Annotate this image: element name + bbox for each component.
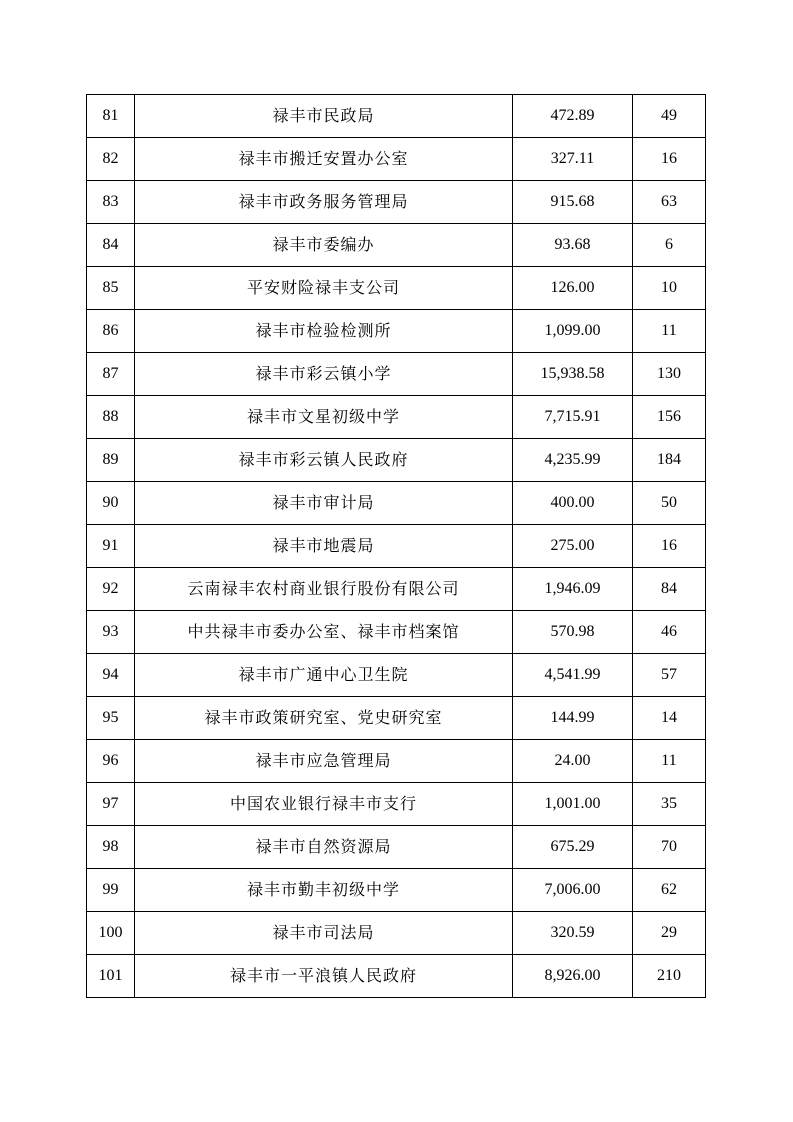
organization-name-cell: 禄丰市一平浪镇人民政府 bbox=[135, 955, 513, 998]
organization-name-cell: 禄丰市委编办 bbox=[135, 224, 513, 267]
organization-name-cell: 禄丰市搬迁安置办公室 bbox=[135, 138, 513, 181]
amount-cell: 15,938.58 bbox=[513, 353, 633, 396]
amount-cell: 8,926.00 bbox=[513, 955, 633, 998]
organization-name-cell: 禄丰市广通中心卫生院 bbox=[135, 654, 513, 697]
row-number-cell: 92 bbox=[87, 568, 135, 611]
count-cell: 11 bbox=[633, 740, 706, 783]
table-row bbox=[87, 912, 706, 955]
table-row bbox=[87, 181, 706, 224]
organization-name-cell: 中国农业银行禄丰市支行 bbox=[135, 783, 513, 826]
amount-cell: 915.68 bbox=[513, 181, 633, 224]
count-cell: 14 bbox=[633, 697, 706, 740]
table-row bbox=[87, 310, 706, 353]
table-row bbox=[87, 482, 706, 525]
amount-cell: 472.89 bbox=[513, 95, 633, 138]
amount-cell: 327.11 bbox=[513, 138, 633, 181]
amount-cell: 93.68 bbox=[513, 224, 633, 267]
count-cell: 46 bbox=[633, 611, 706, 654]
row-number-cell: 99 bbox=[87, 869, 135, 912]
amount-cell: 1,946.09 bbox=[513, 568, 633, 611]
count-cell: 35 bbox=[633, 783, 706, 826]
organization-name-cell: 禄丰市勤丰初级中学 bbox=[135, 869, 513, 912]
table-row bbox=[87, 396, 706, 439]
table-row bbox=[87, 654, 706, 697]
row-number-cell: 87 bbox=[87, 353, 135, 396]
count-cell: 63 bbox=[633, 181, 706, 224]
count-cell: 50 bbox=[633, 482, 706, 525]
amount-cell: 1,001.00 bbox=[513, 783, 633, 826]
organization-name-cell: 禄丰市政务服务管理局 bbox=[135, 181, 513, 224]
table-row bbox=[87, 224, 706, 267]
table-row bbox=[87, 439, 706, 482]
organization-name-cell: 中共禄丰市委办公室、禄丰市档案馆 bbox=[135, 611, 513, 654]
row-number-cell: 94 bbox=[87, 654, 135, 697]
amount-cell: 4,235.99 bbox=[513, 439, 633, 482]
table-row bbox=[87, 95, 706, 138]
count-cell: 130 bbox=[633, 353, 706, 396]
table-row bbox=[87, 267, 706, 310]
table-row bbox=[87, 525, 706, 568]
count-cell: 62 bbox=[633, 869, 706, 912]
organization-name-cell: 禄丰市政策研究室、党史研究室 bbox=[135, 697, 513, 740]
organization-name-cell: 禄丰市审计局 bbox=[135, 482, 513, 525]
row-number-cell: 90 bbox=[87, 482, 135, 525]
organization-name-cell: 禄丰市自然资源局 bbox=[135, 826, 513, 869]
amount-cell: 4,541.99 bbox=[513, 654, 633, 697]
organization-name-cell: 禄丰市司法局 bbox=[135, 912, 513, 955]
amount-cell: 7,006.00 bbox=[513, 869, 633, 912]
organization-name-cell: 禄丰市地震局 bbox=[135, 525, 513, 568]
row-number-cell: 100 bbox=[87, 912, 135, 955]
table-row bbox=[87, 353, 706, 396]
count-cell: 156 bbox=[633, 396, 706, 439]
count-cell: 210 bbox=[633, 955, 706, 998]
amount-cell: 144.99 bbox=[513, 697, 633, 740]
row-number-cell: 85 bbox=[87, 267, 135, 310]
row-number-cell: 97 bbox=[87, 783, 135, 826]
count-cell: 49 bbox=[633, 95, 706, 138]
row-number-cell: 88 bbox=[87, 396, 135, 439]
table-row bbox=[87, 611, 706, 654]
table-row bbox=[87, 826, 706, 869]
amount-cell: 1,099.00 bbox=[513, 310, 633, 353]
table-row bbox=[87, 740, 706, 783]
row-number-cell: 81 bbox=[87, 95, 135, 138]
table-row bbox=[87, 568, 706, 611]
organization-name-cell: 云南禄丰农村商业银行股份有限公司 bbox=[135, 568, 513, 611]
row-number-cell: 95 bbox=[87, 697, 135, 740]
organization-name-cell: 禄丰市彩云镇小学 bbox=[135, 353, 513, 396]
amount-cell: 320.59 bbox=[513, 912, 633, 955]
table-row bbox=[87, 955, 706, 998]
row-number-cell: 91 bbox=[87, 525, 135, 568]
data-table bbox=[86, 94, 706, 998]
organization-name-cell: 禄丰市民政局 bbox=[135, 95, 513, 138]
row-number-cell: 98 bbox=[87, 826, 135, 869]
count-cell: 6 bbox=[633, 224, 706, 267]
row-number-cell: 83 bbox=[87, 181, 135, 224]
count-cell: 29 bbox=[633, 912, 706, 955]
count-cell: 11 bbox=[633, 310, 706, 353]
table-row bbox=[87, 697, 706, 740]
count-cell: 184 bbox=[633, 439, 706, 482]
amount-cell: 275.00 bbox=[513, 525, 633, 568]
organization-name-cell: 禄丰市彩云镇人民政府 bbox=[135, 439, 513, 482]
count-cell: 10 bbox=[633, 267, 706, 310]
table-row bbox=[87, 783, 706, 826]
count-cell: 70 bbox=[633, 826, 706, 869]
count-cell: 16 bbox=[633, 525, 706, 568]
row-number-cell: 96 bbox=[87, 740, 135, 783]
table-body bbox=[87, 95, 706, 998]
amount-cell: 570.98 bbox=[513, 611, 633, 654]
row-number-cell: 82 bbox=[87, 138, 135, 181]
organization-name-cell: 禄丰市文星初级中学 bbox=[135, 396, 513, 439]
amount-cell: 400.00 bbox=[513, 482, 633, 525]
count-cell: 84 bbox=[633, 568, 706, 611]
row-number-cell: 101 bbox=[87, 955, 135, 998]
organization-name-cell: 禄丰市应急管理局 bbox=[135, 740, 513, 783]
amount-cell: 675.29 bbox=[513, 826, 633, 869]
amount-cell: 7,715.91 bbox=[513, 396, 633, 439]
organization-name-cell: 禄丰市检验检测所 bbox=[135, 310, 513, 353]
row-number-cell: 93 bbox=[87, 611, 135, 654]
amount-cell: 126.00 bbox=[513, 267, 633, 310]
table-row bbox=[87, 869, 706, 912]
count-cell: 16 bbox=[633, 138, 706, 181]
amount-cell: 24.00 bbox=[513, 740, 633, 783]
count-cell: 57 bbox=[633, 654, 706, 697]
table-row bbox=[87, 138, 706, 181]
row-number-cell: 89 bbox=[87, 439, 135, 482]
row-number-cell: 84 bbox=[87, 224, 135, 267]
organization-name-cell: 平安财险禄丰支公司 bbox=[135, 267, 513, 310]
row-number-cell: 86 bbox=[87, 310, 135, 353]
